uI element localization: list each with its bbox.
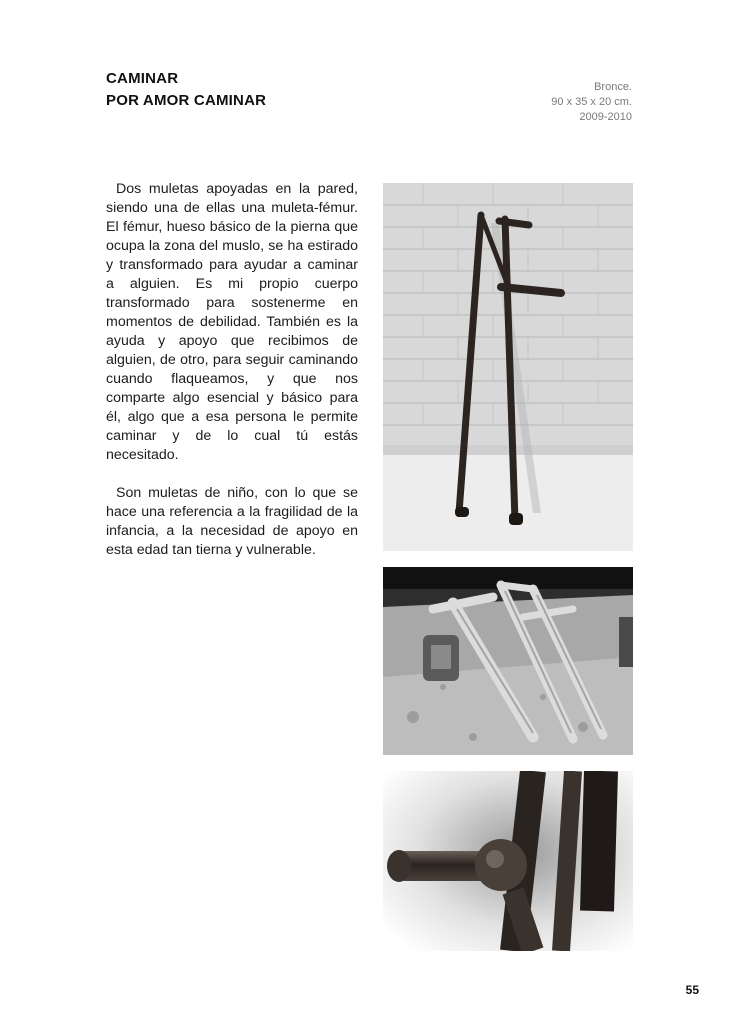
artwork-title-line-1: CAMINAR [106,70,179,87]
description-paragraph-2: Son muletas de niño, con lo que se hace una referencia a la fragilidad de la infancia, a la necesidad de apoyo en esta edad tan tierna y vulnerable. [106,485,358,558]
artwork-title-line-2: POR AMOR CAMINAR [106,92,267,109]
description-paragraph-1: Dos muletas apoyadas en la pared, siendo una de ellas una muleta-fémur. El fémur, hueso básico de la pierna que ocupa la zona del muslo, se ha estirado y transformado para ayudar a caminar a alguien. Es mi propio cuerpo transformado para sostenerme en momentos de debilidad. También es la ayuda y apoyo que recibimos de alguien, de otro, para seguir caminando cuando flaqueamos, y que nos comparte algo esencial y básico para él, algo que a esa persona le permite caminar y de lo cual tú estás necesitado. [106,181,358,463]
description-text [106,180,358,579]
page-number: 55 [685,983,699,997]
artwork-years: 2009-2010 [579,111,632,123]
artwork-title [106,68,266,112]
artwork-dimensions: 90 x 35 x 20 cm. [551,96,632,108]
photo-crutch-detail [383,771,633,951]
artwork-specs [551,80,632,125]
artwork-material: Bronce. [594,81,632,93]
photo-crutches-against-wall [383,183,633,551]
photo-crutches-workbench [383,567,633,755]
